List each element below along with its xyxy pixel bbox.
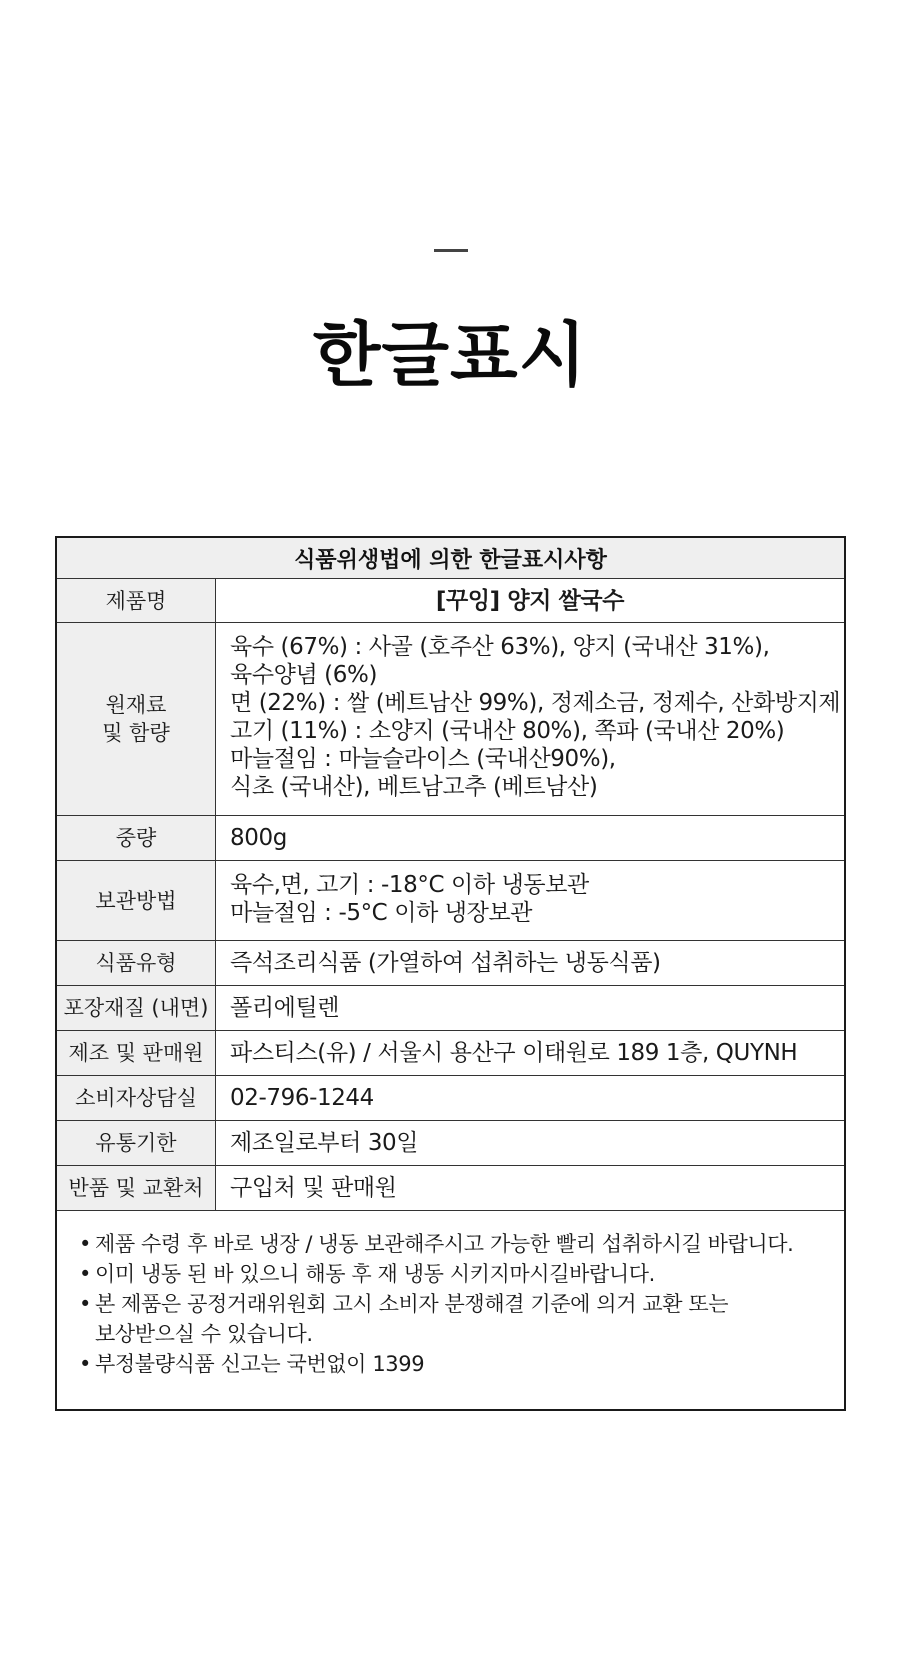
list-item xyxy=(79,1349,824,1379)
bullet-icon: • xyxy=(79,1292,91,1316)
row-label: 소비자상담실 xyxy=(57,1076,216,1120)
note-text: 본 제품은 공정거래위원회 고시 소비자 분쟁해결 기준에 의거 교환 또는 보상받으실 수 있습니다. xyxy=(95,1292,729,1346)
list-item xyxy=(79,1289,824,1349)
table-row-food-type xyxy=(57,940,844,985)
table-row-product-name xyxy=(57,578,844,622)
list-item xyxy=(79,1229,824,1259)
table-row-returns xyxy=(57,1165,844,1210)
table-row-manufacturer xyxy=(57,1030,844,1075)
row-label: 원재료 및 함량 xyxy=(57,623,216,815)
note-text: 제품 수령 후 바로 냉장 / 냉동 보관해주시고 가능한 빨리 섭취하시길 바랍니다. xyxy=(95,1232,794,1256)
bullet-icon: • xyxy=(79,1232,91,1256)
note-text: 이미 냉동 된 바 있으니 해동 후 재 냉동 시키지마시길바랍니다. xyxy=(95,1262,655,1286)
label-table xyxy=(55,536,846,1411)
row-label: 포장재질 (내면) xyxy=(57,986,216,1030)
storage-value xyxy=(216,861,844,940)
row-label: 보관방법 xyxy=(57,861,216,940)
storage-line: 육수,면, 고기 : -18°C 이하 냉동보관 xyxy=(230,872,589,898)
table-row-consumer-center xyxy=(57,1075,844,1120)
phone-value: 02-796-1244 xyxy=(230,1085,374,1111)
notes-list xyxy=(57,1210,844,1409)
table-row-ingredients xyxy=(57,622,844,815)
row-label: 반품 및 교환처 xyxy=(57,1166,216,1210)
row-label: 유통기한 xyxy=(57,1121,216,1165)
row-label: 제품명 xyxy=(57,579,216,622)
manufacturer-value: 파스티스(유) / 서울시 용산구 이태원로 189 1층, QUYNH xyxy=(230,1040,798,1066)
row-label: 중량 xyxy=(57,816,216,860)
bullet-icon: • xyxy=(79,1262,91,1286)
ingredients-line: 육수양념 (6%) xyxy=(230,662,378,688)
ingredients-line: 식초 (국내산), 베트남고추 (베트남산) xyxy=(230,774,598,800)
ingredients-line: 고기 (11%) : 소양지 (국내산 80%), 쪽파 (국내산 20%) xyxy=(230,718,785,744)
row-label: 제조 및 판매원 xyxy=(57,1031,216,1075)
title-dash-decoration xyxy=(434,249,468,252)
ingredients-line: 마늘절임 : 마늘슬라이스 (국내산90%), xyxy=(230,746,616,772)
ingredients-line: 육수 (67%) : 사골 (호주산 63%), 양지 (국내산 31%), xyxy=(230,634,770,660)
table-row-packaging xyxy=(57,985,844,1030)
table-row-storage xyxy=(57,860,844,940)
list-item xyxy=(79,1259,824,1289)
page-title: 한글표시 xyxy=(312,314,588,396)
ingredients-value xyxy=(216,623,854,815)
row-label: 식품유형 xyxy=(57,941,216,985)
table-row-expiry xyxy=(57,1120,844,1165)
packaging-value: 폴리에틸렌 xyxy=(230,995,340,1021)
storage-line: 마늘절임 : -5°C 이하 냉장보관 xyxy=(230,900,533,926)
bullet-icon: • xyxy=(79,1352,91,1376)
returns-value: 구입처 및 판매원 xyxy=(230,1175,397,1201)
ingredients-line: 면 (22%) : 쌀 (베트남산 99%), 정제소금, 정제수, 산화방지제 xyxy=(230,690,841,716)
product-name-value: [꾸잉] 양지 쌀국수 xyxy=(435,587,625,614)
expiry-value: 제조일로부터 30일 xyxy=(230,1130,419,1156)
table-row-weight xyxy=(57,815,844,860)
table-caption: 식품위생법에 의한 한글표시사항 xyxy=(57,538,844,578)
weight-value: 800g xyxy=(230,825,287,851)
note-text: 부정불량식품 신고는 국번없이 1399 xyxy=(95,1352,425,1376)
food-type-value: 즉석조리식품 (가열하여 섭취하는 냉동식품) xyxy=(230,950,661,976)
